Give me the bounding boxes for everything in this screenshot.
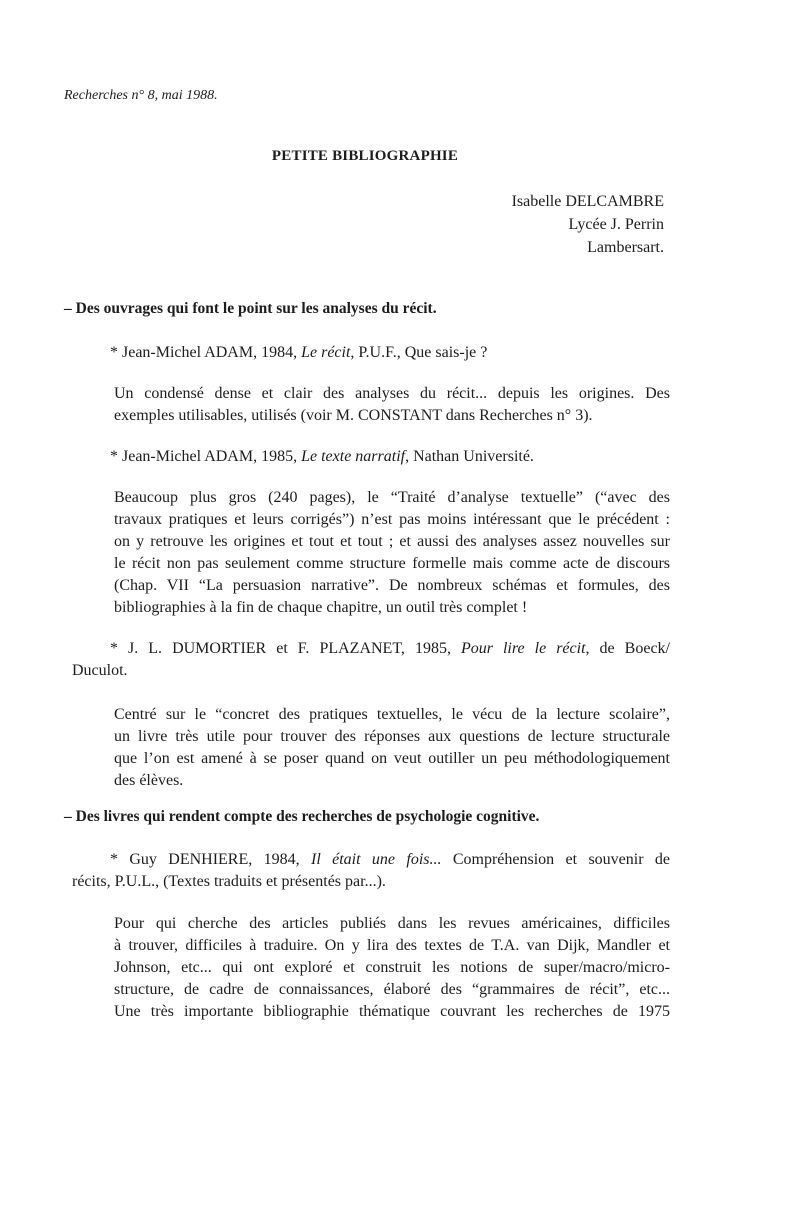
section-heading: – Des livres qui rendent compte des recherches de psychologie cognitive. [64, 808, 540, 825]
journal-reference: Recherches n° 8, mai 1988. [64, 88, 218, 103]
comment-line: que l’on est amené à se poser quand on veut outiller un peu méthodologiquement [114, 750, 670, 767]
comment-line: Pour qui cherche des articles publiés dans les revues américaines, difficiles [114, 915, 670, 932]
comment-line: Une très importante bibliographie thématique couvrant les recherches de 1975 [114, 1003, 670, 1020]
entry-comment [72, 913, 670, 1023]
comment-line: structure, de cadre de connaissances, élaboré des “grammaires de récit”, etc... [114, 981, 670, 998]
book-title: Il était une fois... [310, 851, 442, 868]
entry-comment [72, 487, 670, 619]
comment-line: Beaucoup plus gros (240 pages), le “Traité d’analyse textuelle” (“avec des [114, 489, 670, 506]
comment-line: Un condensé dense et clair des analyses du récit... depuis les origines. Des [114, 385, 670, 402]
entry-comment [72, 704, 670, 792]
comment-line: Centré sur le “concret des pratiques textuelles, le vécu de la lecture scolaire”, [114, 706, 670, 723]
entry-comment [72, 383, 670, 427]
author-block [512, 190, 664, 259]
book-title: Le récit [301, 344, 351, 361]
comment-line: le récit non pas seulement comme structure formelle mais comme acte de discours [114, 555, 670, 572]
comment-line: un livre très utile pour trouver des réponses aux questions de lecture structurale [114, 728, 670, 745]
author-school: Lycée J. Perrin [568, 216, 664, 233]
comment-line: à trouver, difficiles à traduire. On y lira des textes de T.A. van Dijk, Mandler et [114, 937, 670, 954]
page-title: PETITE BIBLIOGRAPHIE [271, 148, 459, 164]
book-title: Pour lire le récit [460, 640, 586, 657]
bibliography-reference: * Jean-Michel ADAM, 1985, Le texte narratif, Nathan Université. [110, 448, 534, 465]
comment-line: exemples utilisables, utilisés (voir M. CONSTANT dans Recherches n° 3). [114, 407, 593, 424]
author-name: Isabelle DELCAMBRE [511, 193, 664, 210]
comment-line: des élèves. [114, 772, 184, 789]
book-title: Le texte narratif [301, 448, 406, 465]
comment-line: travaux pratiques et leurs corrigés”) n’est pas moins intéressant que le précédent : [114, 511, 670, 528]
comment-line: Johnson, etc... qui ont exploré et construit les notions de super/macro/micro- [114, 959, 670, 976]
comment-line: bibliographies à la fin de chaque chapitre, un outil très complet ! [114, 599, 528, 616]
comment-line: (Chap. VII “La persuasion narrative”. De nombreux schémas et formules, des [114, 577, 670, 594]
bibliography-reference: * Guy DENHIERE, 1984, Il était une fois... Compréhension et souvenir de récits, P.U.L., (Textes traduits et présentés par...). [72, 851, 671, 890]
bibliography-reference: * Jean-Michel ADAM, 1984, Le récit, P.U.F., Que sais-je ? [110, 344, 488, 361]
section-heading: – Des ouvrages qui font le point sur les analyses du récit. [64, 300, 437, 317]
comment-line: on y retrouve les origines et tout et tout ; et aussi des analyses assez nouvelles sur [114, 533, 670, 550]
bibliography-reference: * J. L. DUMORTIER et F. PLAZANET, 1985, Pour lire le récit, de Boeck/ Duculot. [72, 640, 670, 679]
author-city: Lambersart. [587, 239, 664, 256]
